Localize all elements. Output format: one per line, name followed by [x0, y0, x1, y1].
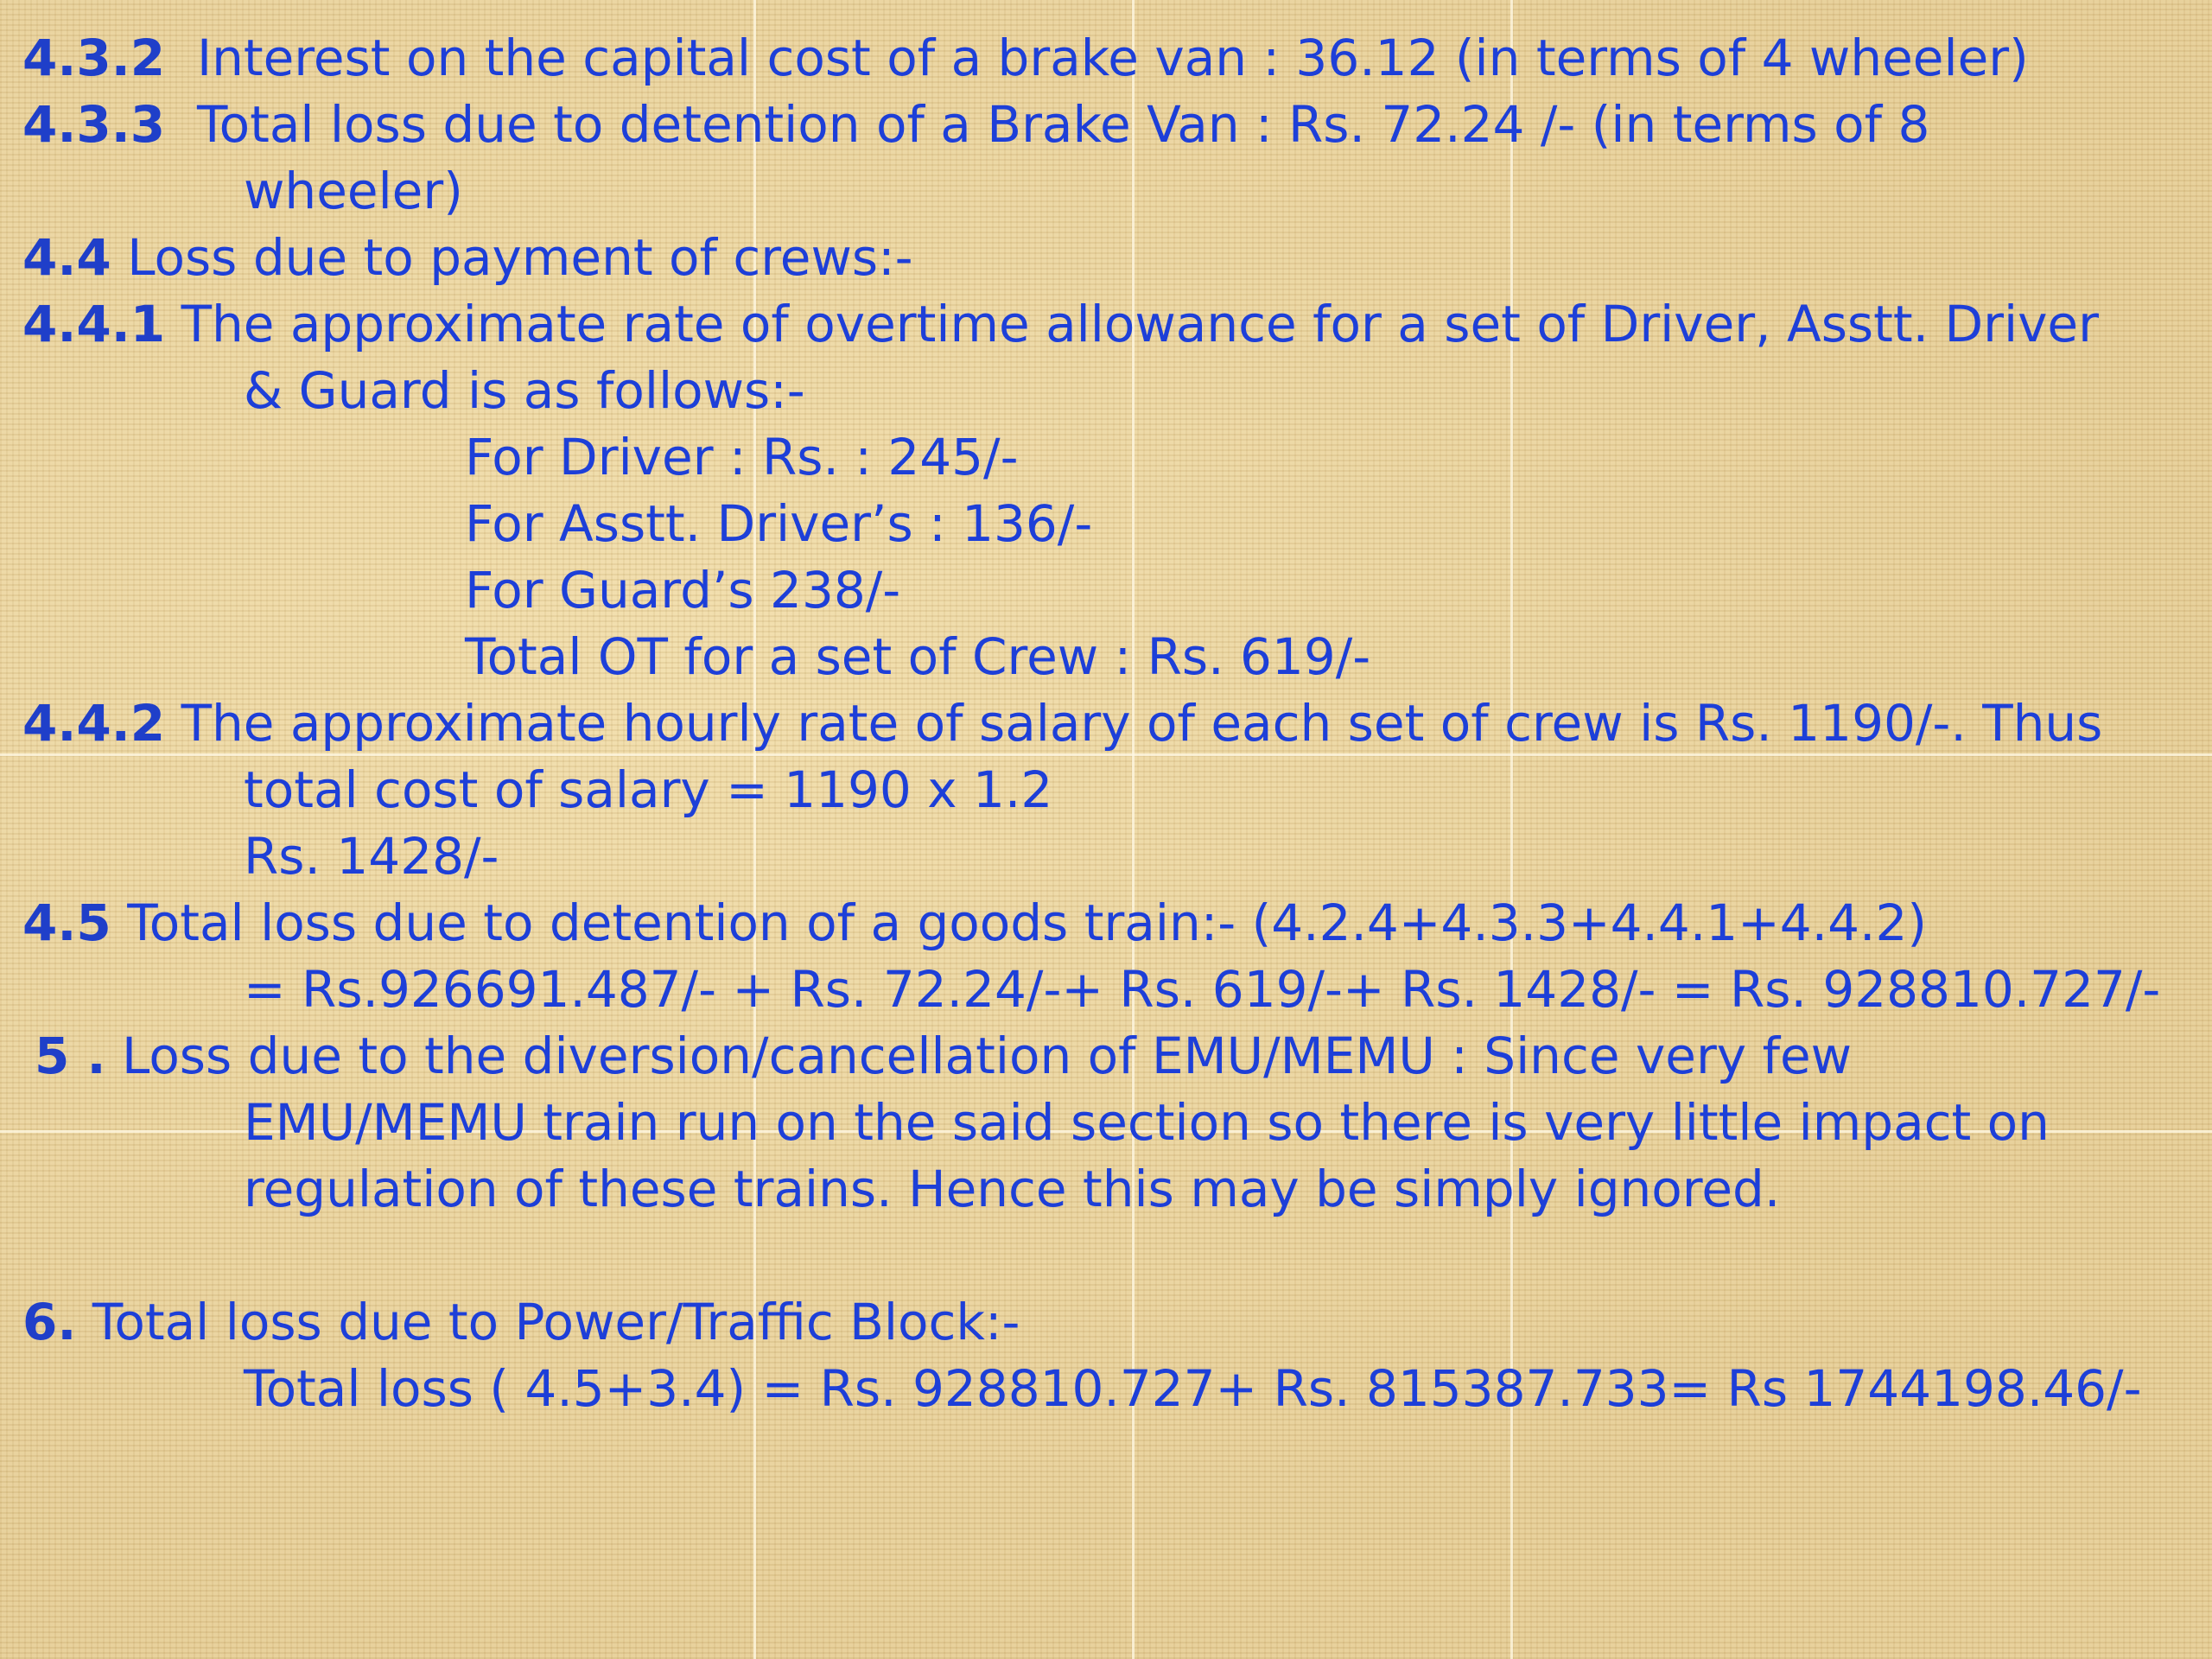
item-5 — [35, 1023, 1852, 1090]
item-continuation: total cost of salary = 1190 x 1.2 — [244, 760, 1053, 819]
item-text: Total loss due to Power/Traffic Block:- — [92, 1293, 1020, 1351]
item-continuation: EMU/MEMU train run on the said section so there is very little impact on — [244, 1093, 2050, 1152]
item-number: 4.5 — [22, 893, 111, 952]
item-number: 4.4.1 — [22, 295, 166, 353]
item-number: 4.3.2 — [22, 29, 166, 87]
rate-asstt-driver: For Asstt. Driver’s : 136/- — [465, 494, 1093, 553]
item-4-4 — [22, 225, 913, 291]
item-text: Total loss due to detention of a Brake Van : Rs. 72.24 /- (in terms of 8 — [197, 95, 1930, 154]
rate-driver: For Driver : Rs. : 245/- — [465, 428, 1019, 486]
item-number: 5 . — [35, 1027, 106, 1085]
item-text: Loss due to the diversion/cancellation of EMU/MEMU : Since very few — [122, 1027, 1853, 1085]
item-text: The approximate rate of overtime allowance for a set of Driver, Asstt. Driver — [181, 295, 2099, 353]
item-continuation: regulation of these trains. Hence this may be simply ignored. — [244, 1160, 1781, 1218]
item-number: 6. — [22, 1293, 77, 1351]
item-continuation: Total loss ( 4.5+3.4) = Rs. 928810.727+ Rs. 815387.733= Rs 1744198.46/- — [244, 1359, 2142, 1418]
item-4-4-1 — [22, 291, 2099, 358]
item-text: Loss due to payment of crews:- — [127, 228, 913, 287]
item-4-5 — [22, 890, 1927, 957]
item-text: Interest on the capital cost of a brake van : 36.12 (in terms of 4 wheeler) — [197, 29, 2029, 87]
item-continuation: = Rs.926691.487/- + Rs. 72.24/-+ Rs. 619/-+ Rs. 1428/- = Rs. 928810.727/- — [244, 960, 2161, 1019]
item-text: Total loss due to detention of a goods train:- (4.2.4+4.3.3+4.4.1+4.4.2) — [127, 893, 1927, 952]
item-number: 4.4 — [22, 228, 111, 287]
item-number: 4.4.2 — [22, 694, 166, 753]
item-continuation: & Guard is as follows:- — [244, 361, 805, 420]
item-6 — [22, 1289, 1020, 1356]
rate-total-ot: Total OT for a set of Crew : Rs. 619/- — [465, 627, 1371, 686]
item-continuation: wheeler) — [244, 162, 463, 220]
item-4-3-3 — [22, 92, 1929, 158]
item-number: 4.3.3 — [22, 95, 166, 154]
item-text: The approximate hourly rate of salary of each set of crew is Rs. 1190/-. Thus — [181, 694, 2103, 753]
item-4-3-2 — [22, 25, 2029, 92]
rate-guard: For Guard’s 238/- — [465, 561, 901, 620]
item-continuation: Rs. 1428/- — [244, 827, 499, 886]
item-4-4-2 — [22, 690, 2102, 757]
